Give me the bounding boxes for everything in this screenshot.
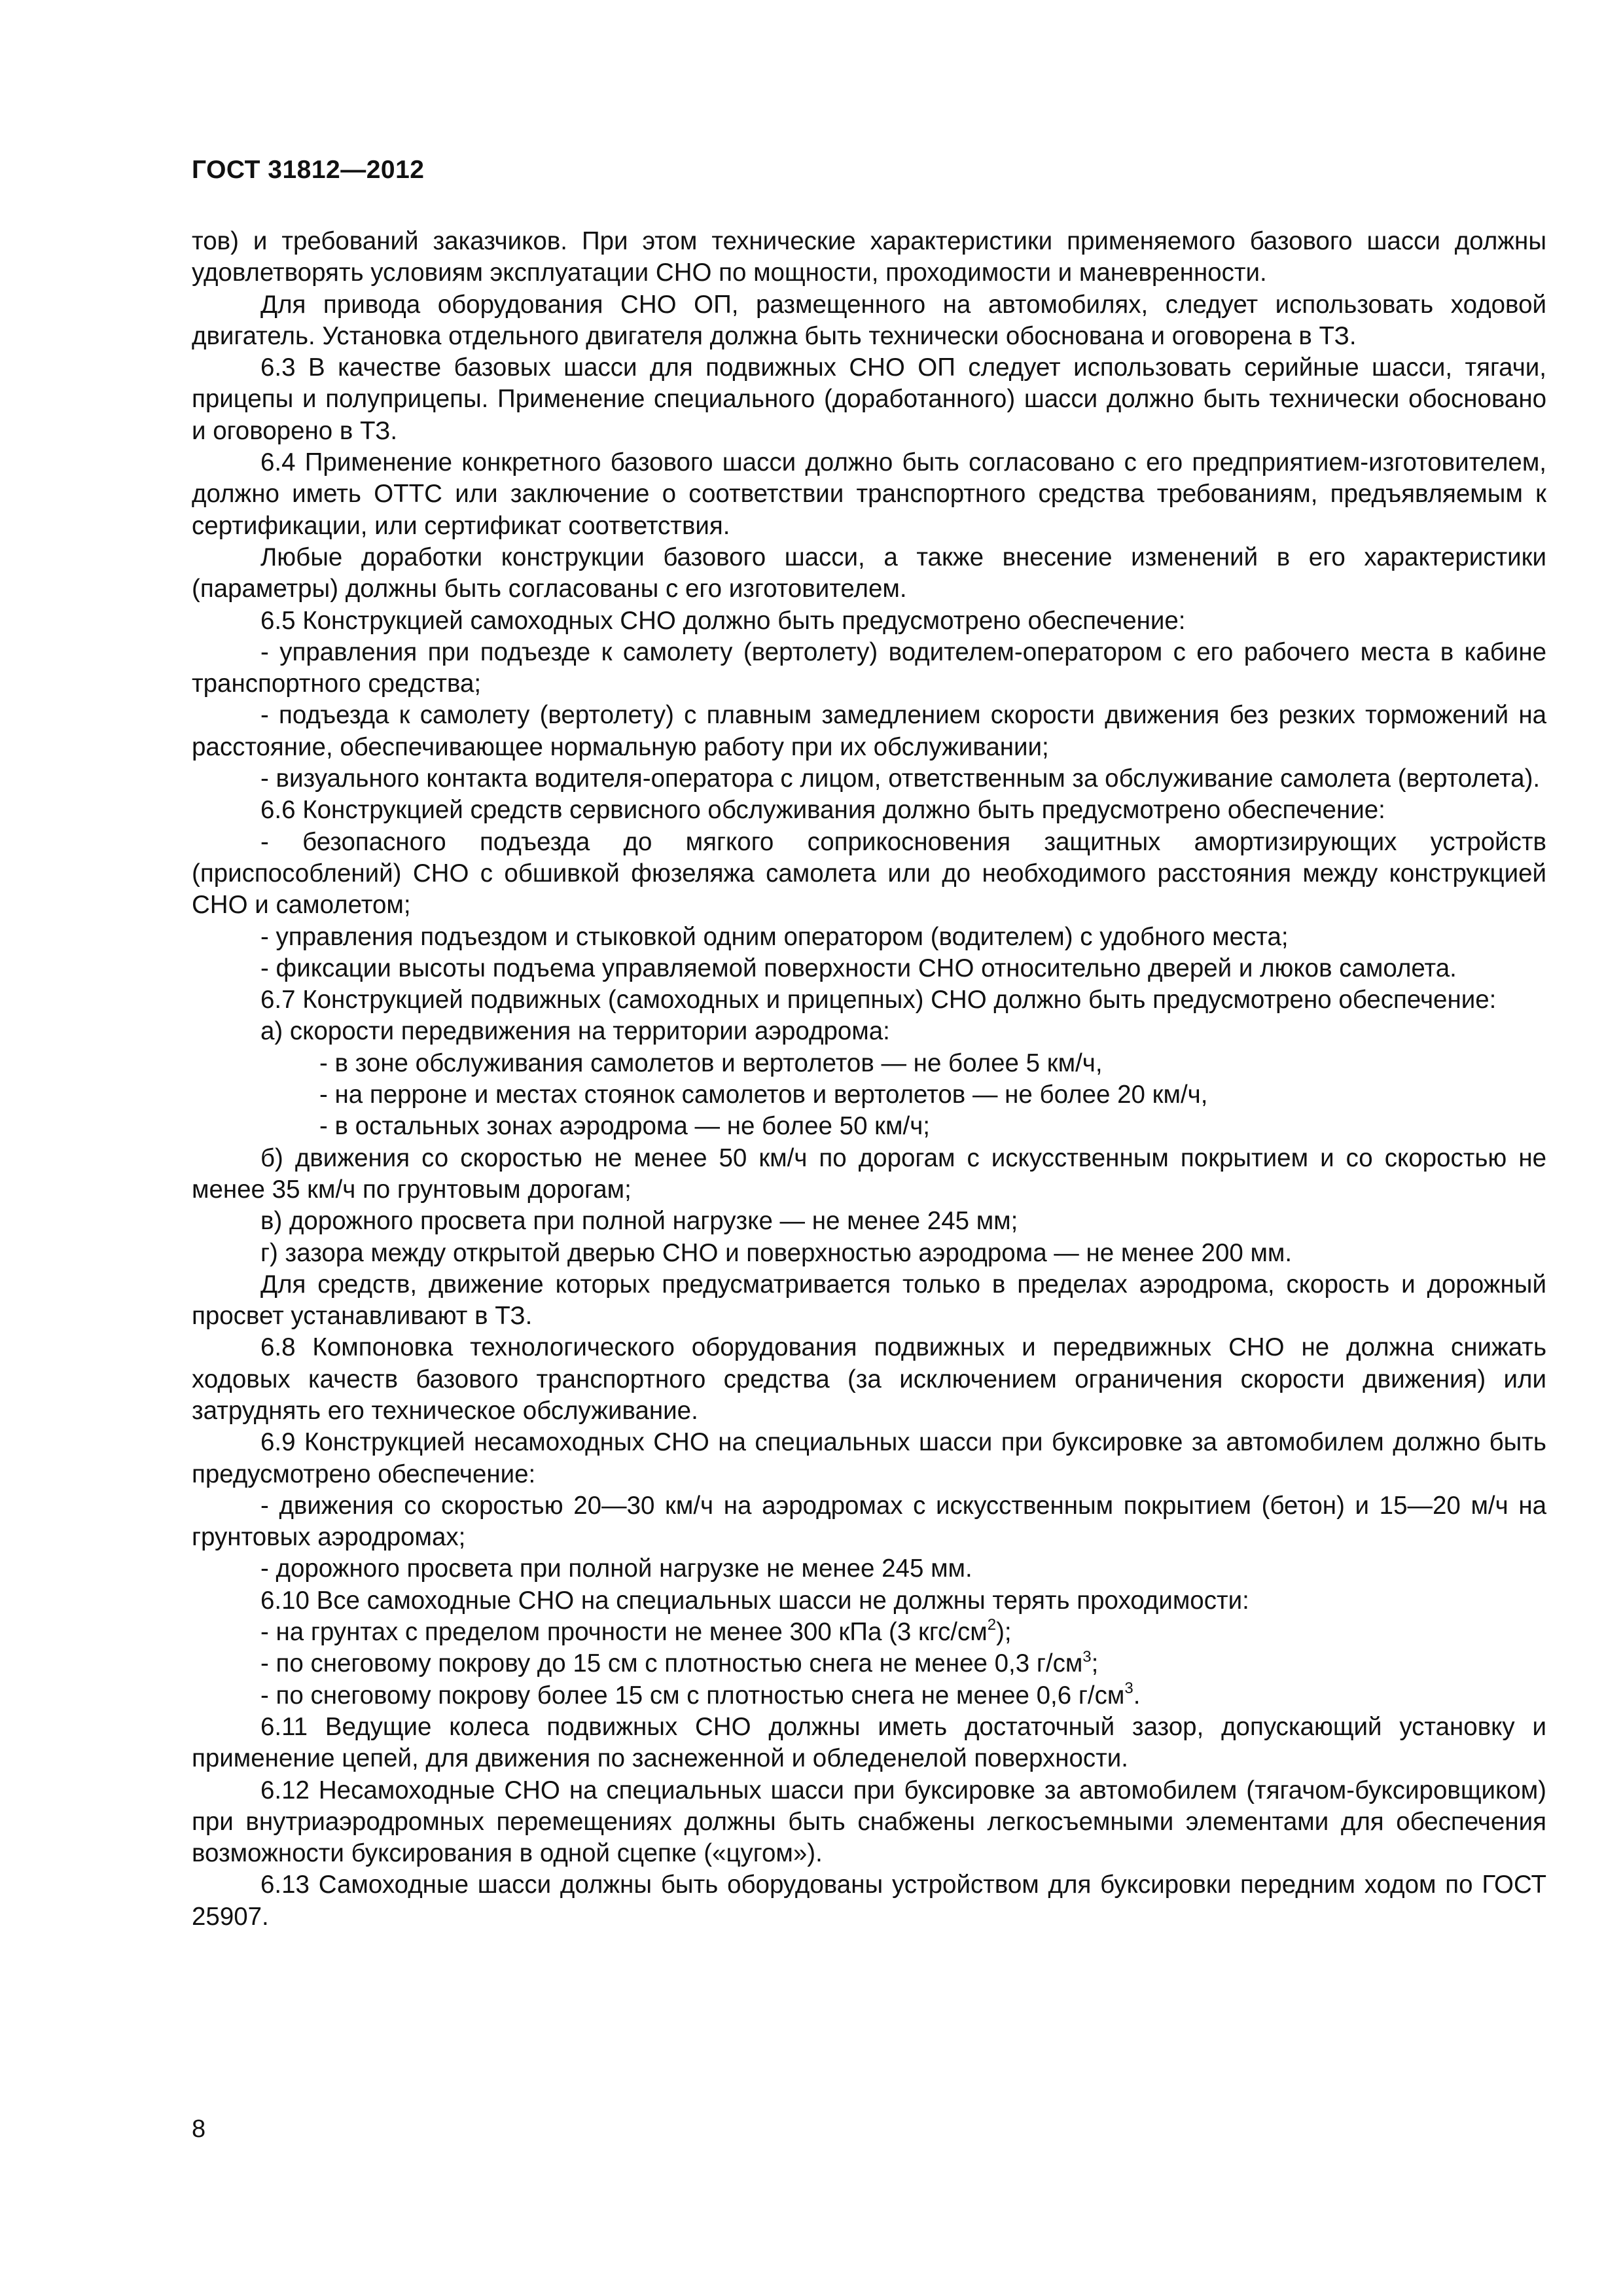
list-item: а) скорости передвижения на территории аэродрома: <box>260 1017 890 1046</box>
text-run: . <box>1133 1681 1141 1710</box>
list-item: - безопасного подъезда до мягкого соприкосновения защитных амортизирующих устройств (приспособлений) СНО с обшивкой фюзеляжа самолета или до необходимого расстояния между конструкцией СНО и самолетом; <box>192 827 1546 920</box>
list-item: б) движения со скоростью не менее 50 км/ч по дорогам с искусственным покрытием и со скоростью не менее 35 км/ч по грунтовым дорогам; <box>192 1143 1546 1204</box>
sub-list-item: - в зоне обслуживания самолетов и вертолетов — не более 5 км/ч, <box>319 1049 1103 1077</box>
list-item: - дорожного просвета при полной нагрузке не менее 245 мм. <box>260 1554 972 1583</box>
clause-6-9: 6.9 Конструкцией несамоходных СНО на специальных шасси при буксировке за автомобилем должно быть предусмотрено обеспечение: <box>192 1428 1546 1488</box>
sub-list-item: - в остальных зонах аэродрома — не более 50 км/ч; <box>319 1112 930 1141</box>
page-number: 8 <box>192 2115 206 2143</box>
superscript: 3 <box>1082 1647 1092 1666</box>
superscript: 3 <box>1124 1679 1133 1697</box>
list-item <box>192 1648 1546 1679</box>
text-run: - по снеговому покрову более 15 см с плотностью снега не менее 0,6 г/см <box>260 1681 1125 1710</box>
list-item <box>192 1680 1546 1712</box>
clause-6-12: 6.12 Несамоходные СНО на специальных шасси при буксировке за автомобилем (тягачом-буксировщиком) при внутриаэродромных перемещениях должны быть снабжены легкосъемными элементами для обеспечения возможности буксирования в одной сцепке («цугом»). <box>192 1776 1546 1868</box>
list-item: - управления подъездом и стыковкой одним оператором (водителем) с удобного места; <box>260 922 1289 951</box>
paragraph: тов) и требований заказчиков. При этом технические характеристики применяемого базового шасси должны удовлетворять условиям эксплуатации СНО по мощности, проходимости и маневренности. <box>192 227 1546 287</box>
clause-6-4: 6.4 Применение конкретного базового шасси должно быть согласовано с его предприятием-изготовителем, должно иметь ОТТС или заключение о соответствии транспортного средства требованиям, предъявляемым к сертификации, или сертификат соответствия. <box>192 448 1546 540</box>
list-item: - движения со скоростью 20—30 км/ч на аэродромах с искусственным покрытием (бетон) и 15—20 м/ч на грунтовых аэродромах; <box>192 1491 1546 1552</box>
text-run: - на грунтах с пределом прочности не менее 300 кПа (3 кгс/см <box>260 1618 988 1647</box>
clause-6-10: 6.10 Все самоходные СНО на специальных шасси не должны терять проходимости: <box>260 1586 1249 1615</box>
clause-6-6: 6.6 Конструкцией средств сервисного обслуживания должно быть предусмотрено обеспечение: <box>260 796 1385 825</box>
list-item: - управления при подъезде к самолету (вертолету) водителем-оператором с его рабочего места в кабине транспортного средства; <box>192 637 1546 698</box>
document-body <box>192 226 1546 1933</box>
list-item <box>192 1617 1546 1648</box>
clause-6-3: 6.3 В качестве базовых шасси для подвижных СНО ОП следует использовать серийные шасси, тягачи, прицепы и полуприцепы. Применение специального (доработанного) шасси должно быть технически обосновано и оговорено в ТЗ. <box>192 353 1546 445</box>
clause-6-5: 6.5 Конструкцией самоходных СНО должно быть предусмотрено обеспечение: <box>260 606 1186 635</box>
sub-list-item: - на перроне и местах стоянок самолетов и вертолетов — не более 20 км/ч, <box>319 1081 1208 1109</box>
clause-6-7: 6.7 Конструкцией подвижных (самоходных и прицепных) СНО должно быть предусмотрено обеспечение: <box>260 986 1497 1014</box>
text-run: ); <box>996 1618 1012 1647</box>
text-run: - по снеговому покрову до 15 см с плотностью снега не менее 0,3 г/см <box>260 1649 1083 1678</box>
list-item: в) дорожного просвета при полной нагрузке — не менее 245 мм; <box>260 1207 1018 1236</box>
paragraph: Для средств, движение которых предусматривается только в пределах аэродрома, скорость и дорожный просвет устанавливают в ТЗ. <box>192 1270 1546 1331</box>
list-item: - фиксации высоты подъема управляемой поверхности СНО относительно дверей и люков самолета. <box>260 954 1457 982</box>
document-header: ГОСТ 31812—2012 <box>192 156 425 184</box>
list-item: г) зазора между открытой дверью СНО и поверхностью аэродрома — не менее 200 мм. <box>260 1238 1293 1267</box>
paragraph: Любые доработки конструкции базового шасси, а также внесение изменений в его характеристики (параметры) должны быть согласованы с его изготовителем. <box>192 543 1546 603</box>
text-run: ; <box>1091 1649 1099 1678</box>
list-item: - визуального контакта водителя-оператора с лицом, ответственным за обслуживание самолета (вертолета). <box>260 764 1541 793</box>
clause-6-11: 6.11 Ведущие колеса подвижных СНО должны иметь достаточный зазор, допускающий установку и применение цепей, для движения по заснеженной и обледенелой поверхности. <box>192 1712 1546 1773</box>
clause-6-13: 6.13 Самоходные шасси должны быть оборудованы устройством для буксировки передним ходом по ГОСТ 25907. <box>192 1871 1546 1931</box>
clause-6-8: 6.8 Компоновка технологического оборудования подвижных и передвижных СНО не должна снижать ходовых качеств базового транспортного средства (за исключением ограничения скорости движения) или затруднять его техническое обслуживание. <box>192 1333 1546 1425</box>
paragraph: Для привода оборудования СНО ОП, размещенного на автомобилях, следует использовать ходовой двигатель. Установка отдельного двигателя должна быть технически обоснована и оговорена в ТЗ. <box>192 290 1546 350</box>
superscript: 2 <box>987 1616 997 1634</box>
list-item: - подъезда к самолету (вертолету) с плавным замедлением скорости движения без резких торможений на расстояние, обеспечивающее нормальную работу при их обслуживании; <box>192 701 1546 761</box>
